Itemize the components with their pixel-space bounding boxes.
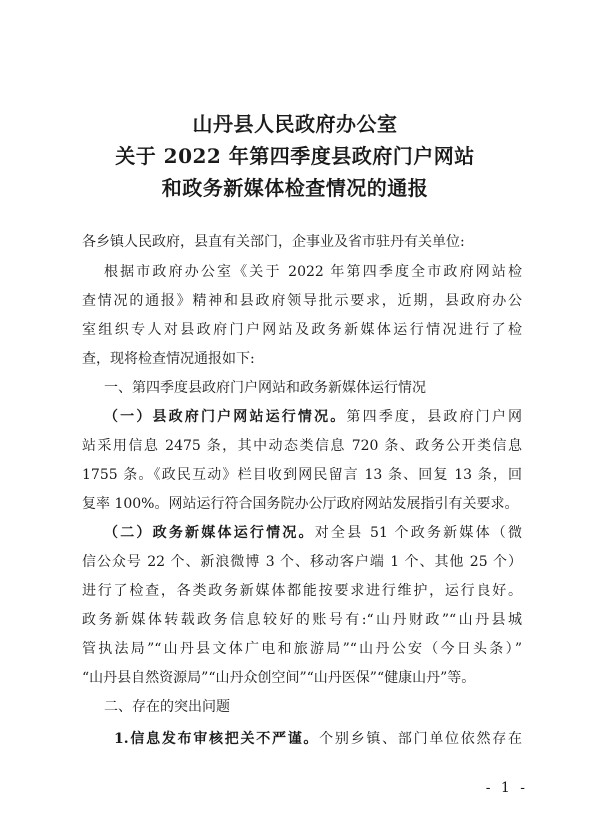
subsection-2-line-6: “山丹县自然资源局”“山丹众创空间”“山丹医保”“健康山丹”等。 [82, 670, 476, 686]
subsection-2-line-5: 管执法局”“山丹县文体广电和旅游局”“山丹公安（今日头条）” [82, 641, 522, 657]
subsection-1-line-1 [104, 407, 522, 427]
page-number: - 1 - [485, 780, 528, 796]
subsection-1-line-2: 站采用信息 2475 条，其中动态类信息 720 条、政务公开类信息 [82, 438, 522, 454]
subsection-1-line-4: 复率 100%。网站运行符合国务院办公厅政府网站发展指引有关要求。 [82, 496, 519, 512]
subsection-1-heading: （一）县政府门户网站运行情况。 [104, 409, 347, 425]
intro-line-4: 查，现将检查情况通报如下: [82, 351, 255, 367]
subsection-2-line-4: 政务新媒体转载政务信息较好的账号有:“山丹财政”“山丹县城 [82, 612, 522, 628]
subsection-1-line-3: 1755 条。《政民互动》栏目收到网民留言 13 条、回复 13 条，回 [82, 467, 522, 483]
document-title-line-1: 山丹县人民政府办公室 [192, 112, 398, 136]
subsection-2-line-1 [104, 523, 522, 543]
subsection-2-text-1: 对全县 51 个政务新媒体（微 [314, 525, 522, 541]
document-title-line-3: 和政务新媒体检查情况的通报 [161, 176, 429, 200]
subsection-2-heading: （二）政务新媒体运行情况。 [104, 525, 315, 541]
intro-line-1: 根据市政府办公室《关于 2022 年第四季度全市政府网站检 [104, 264, 522, 280]
subsection-2-line-2: 信公众号 22 个、新浪微博 3 个、移动客户端 1 个、其他 25 个） [82, 554, 522, 570]
section-1-heading: 一、第四季度县政府门户网站和政务新媒体运行情况 [104, 380, 426, 396]
item-1-text: 个别乡镇、部门单位依然存在 [319, 731, 522, 747]
item-1-heading: 1.信息发布审核把关不严谨。 [114, 731, 320, 747]
item-1-line-1 [114, 729, 522, 749]
document-title-line-2: 关于 2022 年第四季度县政府门户网站 [115, 144, 475, 168]
intro-line-3: 室组织专人对县政府门户网站及政务新媒体运行情况进行了检 [82, 322, 522, 338]
salutation: 各乡镇人民政府，县直有关部门，企事业及省市驻丹有关单位: [82, 234, 465, 250]
subsection-1-text-1: 第四季度，县政府门户网 [346, 409, 523, 425]
intro-line-2: 查情况的通报》精神和县政府领导批示要求，近期，县政府办公 [82, 293, 522, 309]
section-2-heading: 二、存在的突出问题 [104, 699, 230, 715]
subsection-2-line-3: 进行了检查，各类政务新媒体都能按要求进行维护，运行良好。 [82, 583, 522, 599]
